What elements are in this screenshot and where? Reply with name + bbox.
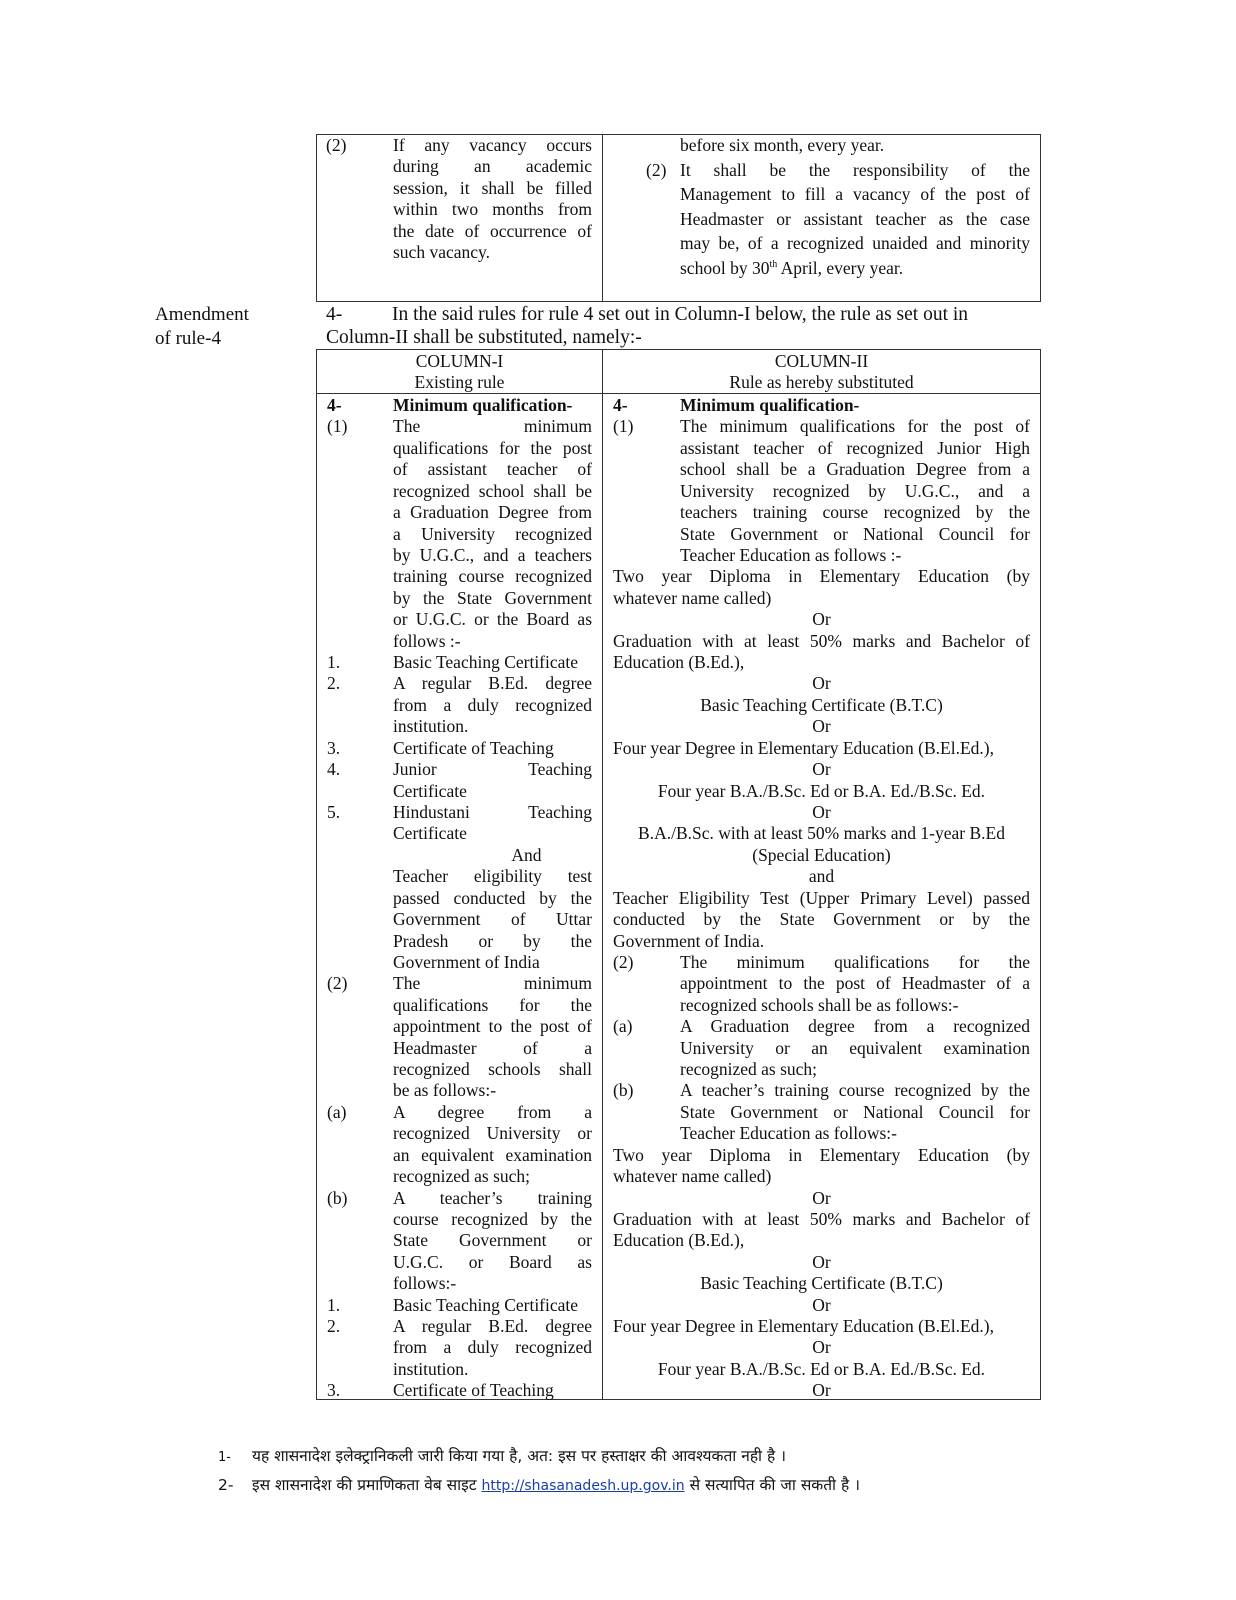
column1-item-number: 1. [327,652,341,673]
column2-line: teachers training course recognized by the [680,502,1030,523]
column1-line: follows:- [393,1273,457,1294]
top-right-last-post: April, every year. [777,258,904,278]
column2-item-number: (b) [613,1080,634,1101]
column2-line: Graduation with at least 50% marks and Bachelor of [613,630,1030,651]
column1-item-number: 4. [327,759,341,780]
column1-subheading: Existing rule [414,372,505,392]
column1-item-number: 2. [327,673,341,694]
column1-line: follows :- [393,630,461,651]
column1-line: recognized University or [393,1123,592,1144]
top-left-number: (2) [326,135,347,155]
column2-line: whatever name called) [613,1166,772,1187]
column1-line: course recognized by the [393,1208,592,1229]
column2-line: Government of India. [613,930,765,951]
column2-line: A Graduation degree from a recognized [680,1016,1030,1037]
column2-line: recognized schools shall be as follows:- [680,994,959,1015]
footer-note-2-pre: इस शासनादेश की प्रमाणिकता वेब साइट [252,1476,477,1494]
column1-line: training course recognized [393,566,592,587]
column2-line: The minimum qualifications for the post of [680,416,1030,437]
column2-line: Teacher Education as follows:- [680,1123,897,1144]
column1-line: from a duly recognized [393,1337,592,1358]
column1-line: U.G.C. or Board as [393,1251,592,1272]
column1-line: Minimum qualification- [393,395,573,415]
column1-line: a University recognized [393,523,592,544]
column2-line: Teacher Eligibility Test (Upper Primary Level) passed [613,887,1030,908]
amendment-intro-line2: Column-II shall be substituted, namely:- [326,327,642,348]
footer-note-1 [218,1446,786,1469]
column2-line: A teacher’s training course recognized by the [680,1080,1030,1101]
column1-line: Government of Uttar [393,909,592,930]
column2-line: University or an equivalent examination [680,1037,1030,1058]
column1-line: A regular B.Ed. degree [393,673,592,694]
column1-line: Hindustani Teaching [393,801,592,822]
column1-line: A regular B.Ed. degree [393,1316,592,1337]
column1-item-number: 1. [327,1294,341,1315]
column1-line: Certificate [393,823,467,844]
column2-line: State Government or National Council for [680,1101,1030,1122]
top-right-last-line [680,258,903,280]
column1-line: Junior Teaching [393,759,592,780]
column1-line: by U.G.C., and a teachers [393,544,592,565]
column1-line: Headmaster of a [393,1037,592,1058]
footer-note-2 [218,1475,860,1498]
top-right-line: Headmaster or assistant teacher as the case [680,208,1030,229]
column2-line: Basic Teaching Certificate (B.T.C) [700,694,943,715]
footer-note-2-number: 2- [218,1476,234,1494]
column2-line: Or [812,801,831,822]
column1-line: institution. [393,1358,469,1379]
column2-line: Education (B.Ed.), [613,652,745,673]
column1-line: by the State Government [393,587,592,608]
column1-item-number: (a) [327,1101,347,1122]
column1-line: Basic Teaching Certificate [393,1294,579,1315]
column2-line: Education (B.Ed.), [613,1230,745,1251]
column1-item-number: (1) [327,416,348,437]
column2-line: Or [812,1294,831,1315]
column2-line: Basic Teaching Certificate (B.T.C) [700,1273,943,1294]
column2-line: (Special Education) [752,844,891,865]
column1-heading: COLUMN-I [415,351,504,371]
column2-line: University recognized by U.G.C., and a [680,480,1030,501]
footer-note-1-text: यह शासनादेश इलेक्ट्रानिकली जारी किया गया है, अत: इस पर हस्ताक्षर की आवश्यकता नही है । [252,1447,787,1465]
column1-item-number: 5. [327,801,341,822]
column2-line: Four year Degree in Elementary Education (B.El.Ed.), [613,737,994,758]
column1-line: be as follows:- [393,1080,497,1101]
column1-line: A teacher’s training [393,1187,592,1208]
column1-line: State Government or [393,1230,592,1251]
column2-line: Or [812,609,831,630]
column2-line: B.A./B.Sc. with at least 50% marks and 1-year B.Ed [638,823,1005,844]
top-left-line: during an academic [393,156,592,177]
column2-line: Graduation with at least 50% marks and Bachelor of [613,1208,1030,1229]
column1-line: or U.G.C. or the Board as [393,609,592,630]
column1-line: The minimum [393,416,592,437]
column1-line: Teacher eligibility test [393,866,592,887]
column1-line: a Graduation Degree from [393,502,592,523]
amendment-intro-line1: In the said rules for rule 4 set out in Column-I below, the rule as set out in [392,304,969,325]
column2-line: Four year B.A./B.Sc. Ed or B.A. Ed./B.Sc. Ed. [657,1358,986,1379]
column2-line: Or [812,673,831,694]
column1-line: Pradesh or by the [393,930,592,951]
column2-line: Or [812,716,831,737]
column2-line: conducted by the State Government or by the [613,909,1030,930]
column2-line: whatever name called) [613,587,772,608]
column2-item-number: 4- [613,395,628,415]
column1-item-number: (2) [327,973,348,994]
verification-website-link[interactable]: http://shasanadesh.up.gov.in [481,1478,685,1494]
column1-line: Government of India [393,951,540,972]
top-left-line: If any vacancy occurs [393,135,592,155]
column1-line: Basic Teaching Certificate [393,652,579,673]
column1-line: The minimum [393,973,592,994]
top-right-line: It shall be the responsibility of the [680,160,1030,180]
amendment-number: 4- [326,304,343,325]
column2-line: and [808,866,835,887]
top-right-line: may be, of a recognized unaided and minority [680,233,1030,254]
column2-subheading: Rule as hereby substituted [729,372,914,392]
column2-item-number: (2) [613,951,634,972]
top-right-line0: before six month, every year. [680,135,885,155]
column1-item-number: 4- [327,395,342,415]
column1-line: Certificate of Teaching [393,737,554,758]
footer-note-1-number: 1- [218,1450,231,1465]
column2-line: Or [812,1251,831,1272]
column2-line: Or [812,1380,831,1401]
column1-item-number: (b) [327,1187,348,1208]
column1-line: recognized schools shall [393,1059,592,1080]
column2-line: appointment to the post of Headmaster of a [680,973,1030,994]
top-right-number: (2) [646,160,667,180]
column2-heading: COLUMN-II [774,351,869,371]
top-right-last-sup: th [769,259,778,271]
margin-note [155,303,249,351]
column2-line: assistant teacher of recognized Junior High [680,437,1030,458]
column2-line: recognized as such; [680,1059,818,1080]
column2-line: Two year Diploma in Elementary Education (by [613,1144,1030,1165]
margin-note-line2: of rule-4 [155,328,221,349]
top-table-divider [602,134,603,302]
top-left-line: such vacancy. [393,242,491,262]
top-left-line: the date of occurrence of [393,220,592,241]
column1-line: passed conducted by the [393,887,592,908]
column2-line: Or [812,1337,831,1358]
column2-line: Or [812,1187,831,1208]
top-left-line: session, it shall be filled [393,177,592,198]
column1-line: institution. [393,716,469,737]
column2-line: The minimum qualifications for the [680,951,1030,972]
column1-line: A degree from a [393,1101,592,1122]
column2-line: Two year Diploma in Elementary Education (by [613,566,1030,587]
column2-item-number: (1) [613,416,634,437]
column1-line: of assistant teacher of [393,459,592,480]
column2-line: State Government or National Council for [680,523,1030,544]
top-left-line: within two months from [393,199,592,220]
top-right-last-pre: school by 30 [680,258,770,278]
column2-line: Four year B.A./B.Sc. Ed or B.A. Ed./B.Sc. Ed. [657,780,986,801]
margin-note-line1: Amendment [155,304,249,325]
column1-item-number: 3. [327,737,341,758]
column1-item-number: 2. [327,1316,341,1337]
column2-line: Minimum qualification- [680,395,860,415]
column1-line: recognized school shall be [393,480,592,501]
column2-item-number: (a) [613,1016,633,1037]
footer-note-2-post: से सत्यापित की जा सकती है । [689,1476,861,1494]
column1-line: an equivalent examination [393,1144,592,1165]
column1-line: qualifications for the post [393,437,592,458]
column2-line: Four year Degree in Elementary Education (B.El.Ed.), [613,1316,994,1337]
column1-line: qualifications for the [393,994,592,1015]
column1-line: And [511,844,542,865]
column2-line: Or [812,759,831,780]
top-right-line: Management to fill a vacancy of the post of [680,184,1030,205]
column1-line: from a duly recognized [393,694,592,715]
column1-line: Certificate [393,780,467,801]
column1-item-number: 3. [327,1380,341,1401]
column1-line: Certificate of Teaching [393,1380,554,1401]
column1-line: appointment to the post of [393,1016,592,1037]
column2-line: Teacher Education as follows :- [680,544,902,565]
column2-line: school shall be a Graduation Degree from a [680,459,1030,480]
column1-line: recognized as such; [393,1166,531,1187]
